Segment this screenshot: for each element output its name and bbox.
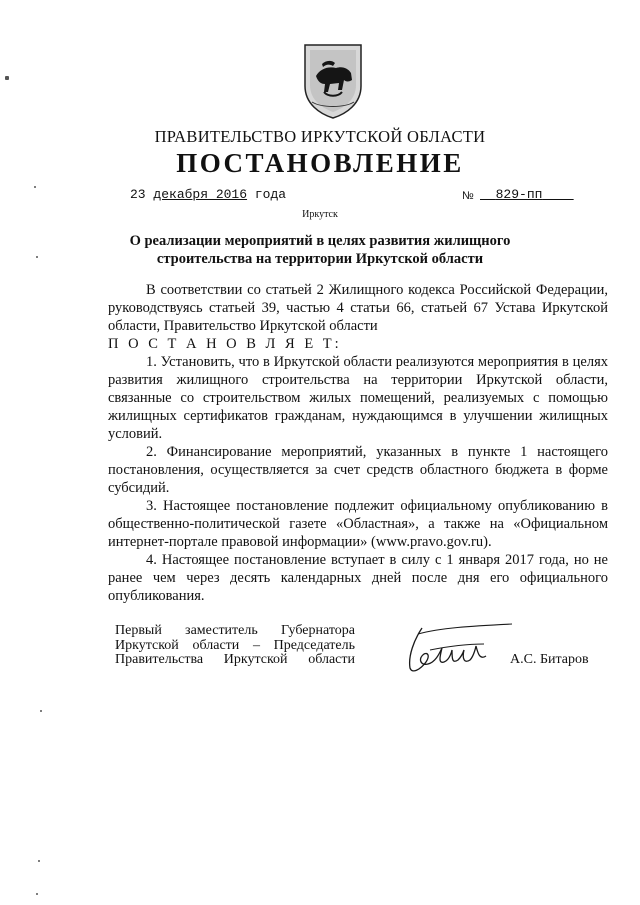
body-paragraph-4: 4. Настоящее постановление вступает в силу с 1 января 2017 года, но не ранее чем через десять календарных дней после дня его официального опубликования. [108, 552, 608, 604]
issue-city: Иркутск [302, 209, 338, 220]
scan-speck [40, 710, 42, 712]
preamble-paragraph: В соответствии со статьей 2 Жилищного кодекса Российской Федерации, руководствуясь статьей 39, частью 4 статьи 66, статьей 67 Устава Иркутской области, Правительство Иркутской области [108, 282, 608, 334]
resolves-heading: П О С Т А Н О В Л Я Е Т: [108, 336, 342, 352]
issuing-authority: ПРАВИТЕЛЬСТВО ИРКУТСКОЙ ОБЛАСТИ [154, 127, 486, 146]
document-body [108, 281, 608, 605]
scan-speck [36, 893, 38, 895]
document-date [130, 187, 286, 202]
document-number-value: 829-пп [495, 187, 543, 202]
body-paragraph-2: 2. Финансирование мероприятий, указанных в пункте 1 настоящего постановления, осуществляется за счет средств областного бюджета в форме субсидий. [108, 444, 608, 496]
number-label: № [462, 190, 474, 202]
signatory-position-line-1: Первый заместитель Губернатора [115, 623, 355, 638]
scan-speck [38, 860, 40, 862]
document-type-heading: ПОСТАНОВЛЕНИЕ [176, 148, 464, 178]
document-title: О реализации мероприятий в целях развития жилищного строительства на территории Иркутской области [129, 233, 511, 267]
scan-speck [34, 186, 36, 188]
signatory-position-line-3: Правительства Иркутской области [115, 652, 355, 667]
date-day: 23 [130, 187, 146, 202]
body-paragraph-3: 3. Настоящее постановление подлежит официальному опубликованию в общественно-политической газете «Областная», а также на «Официальном интернет-портале правовой информации» (www.pravo.gov.ru). [108, 498, 608, 550]
scan-speck [36, 256, 38, 258]
coat-of-arms-icon [302, 42, 364, 120]
handwritten-signature [400, 620, 520, 680]
signatory-position [115, 624, 355, 668]
signatory-name: А.С. Битаров [510, 652, 589, 667]
document-number [480, 187, 574, 202]
scan-speck [5, 76, 9, 80]
date-suffix: года [254, 187, 287, 202]
date-month-year: декабря 2016 [153, 187, 248, 202]
body-paragraph-1: 1. Установить, что в Иркутской области реализуются мероприятия в целях развития жилищного строительства на территории Иркутской области, связанные со строительством жилых помещений, реализуемых с помощью жилищных сертификатов гражданам, нуждающимся в улучшении жилищных условий. [108, 354, 608, 442]
signatory-position-line-2: Иркутской области – Председатель [115, 637, 355, 653]
